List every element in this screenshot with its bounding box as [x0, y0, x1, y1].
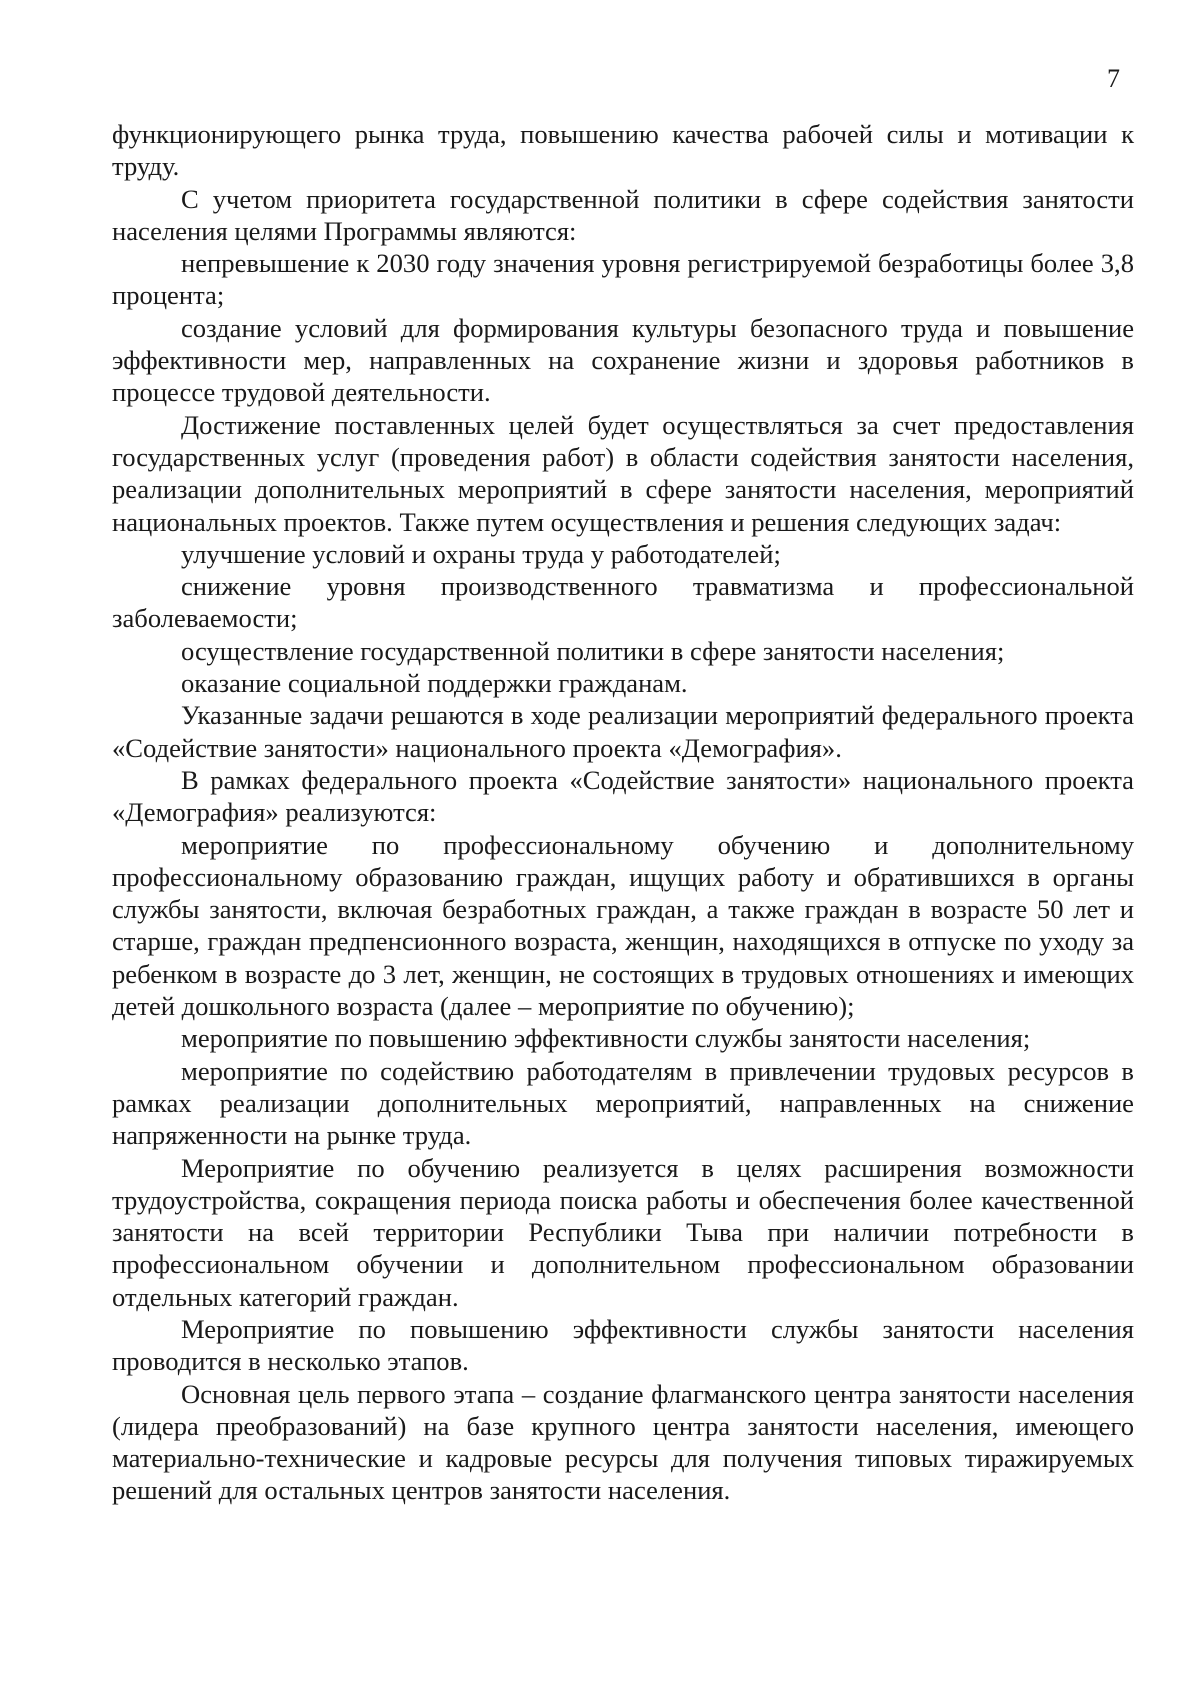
document-body	[112, 118, 1134, 1507]
paragraph: Достижение поставленных целей будет осуществляться за счет предоставления государственных услуг (проведения работ) в области содействия занятости населения, реализации дополнительных мероприятий в сфере занятости населения, мероприятий национальных проектов. Также путем осуществления и решения следующих задач:	[112, 409, 1134, 537]
page-number: 7	[1107, 64, 1120, 93]
paragraph: оказание социальной поддержки гражданам.	[181, 668, 688, 699]
paragraph: непревышение к 2030 году значения уровня регистрируемой безработицы более 3,8 процента;	[112, 248, 1134, 311]
paragraph: Мероприятие по обучению реализуется в целях расширения возможности трудоустройства, сокращения периода поиска работы и обеспечения более качественной занятости на всей территории Республики Тыва при наличии потребности в профессиональном обучении и дополнительном профессиональном образовании отдельных категорий граждан.	[112, 1152, 1134, 1312]
paragraph: Указанные задачи решаются в ходе реализации мероприятий федерального проекта «Содействие занятости» национального проекта «Демография».	[112, 700, 1134, 763]
paragraph: мероприятие по повышению эффективности службы занятости населения;	[181, 1023, 1031, 1054]
paragraph: мероприятие по содействию работодателям в привлечении трудовых ресурсов в рамках реализации дополнительных мероприятий, направленных на снижение напряженности на рынке труда.	[112, 1055, 1134, 1151]
paragraph: осуществление государственной политики в сфере занятости населения;	[181, 635, 1005, 666]
paragraph: мероприятие по профессиональному обучению и дополнительному профессиональному образованию граждан, ищущих работу и обратившихся в органы службы занятости, включая безработных граждан, а также граждан в возрасте 50 лет и старше, граждан предпенсионного возраста, женщин, находящихся в отпуске по уходу за ребенком в возрасте до 3 лет, женщин, не состоящих в трудовых отношениях и имеющих детей дошкольного возраста (далее – мероприятие по обучению);	[112, 829, 1134, 1022]
paragraph: С учетом приоритета государственной политики в сфере содействия занятости населения целями Программы являются:	[112, 183, 1134, 246]
paragraph: Мероприятие по повышению эффективности службы занятости населения проводится в несколько этапов.	[112, 1313, 1134, 1377]
paragraph: функционирующего рынка труда, повышению качества рабочей силы и мотивации к труду.	[112, 119, 1134, 182]
paragraph: В рамках федерального проекта «Содействие занятости» национального проекта «Демография» реализуются:	[112, 764, 1134, 828]
paragraph: улучшение условий и охраны труда у работодателей;	[181, 538, 781, 569]
paragraph: создание условий для формирования культуры безопасного труда и повышение эффективности мер, направленных на сохранение жизни и здоровья работников в процессе трудовой деятельности.	[112, 312, 1134, 408]
paragraph: снижение уровня производственного травматизма и профессиональной заболеваемости;	[112, 571, 1134, 634]
paragraph: Основная цель первого этапа – создание флагманского центра занятости населения (лидера преобразований) на базе крупного центра занятости населения, имеющего материально-технические и кадровые ресурсы для получения типовых тиражируемых решений для остальных центров занятости населения.	[112, 1378, 1134, 1506]
